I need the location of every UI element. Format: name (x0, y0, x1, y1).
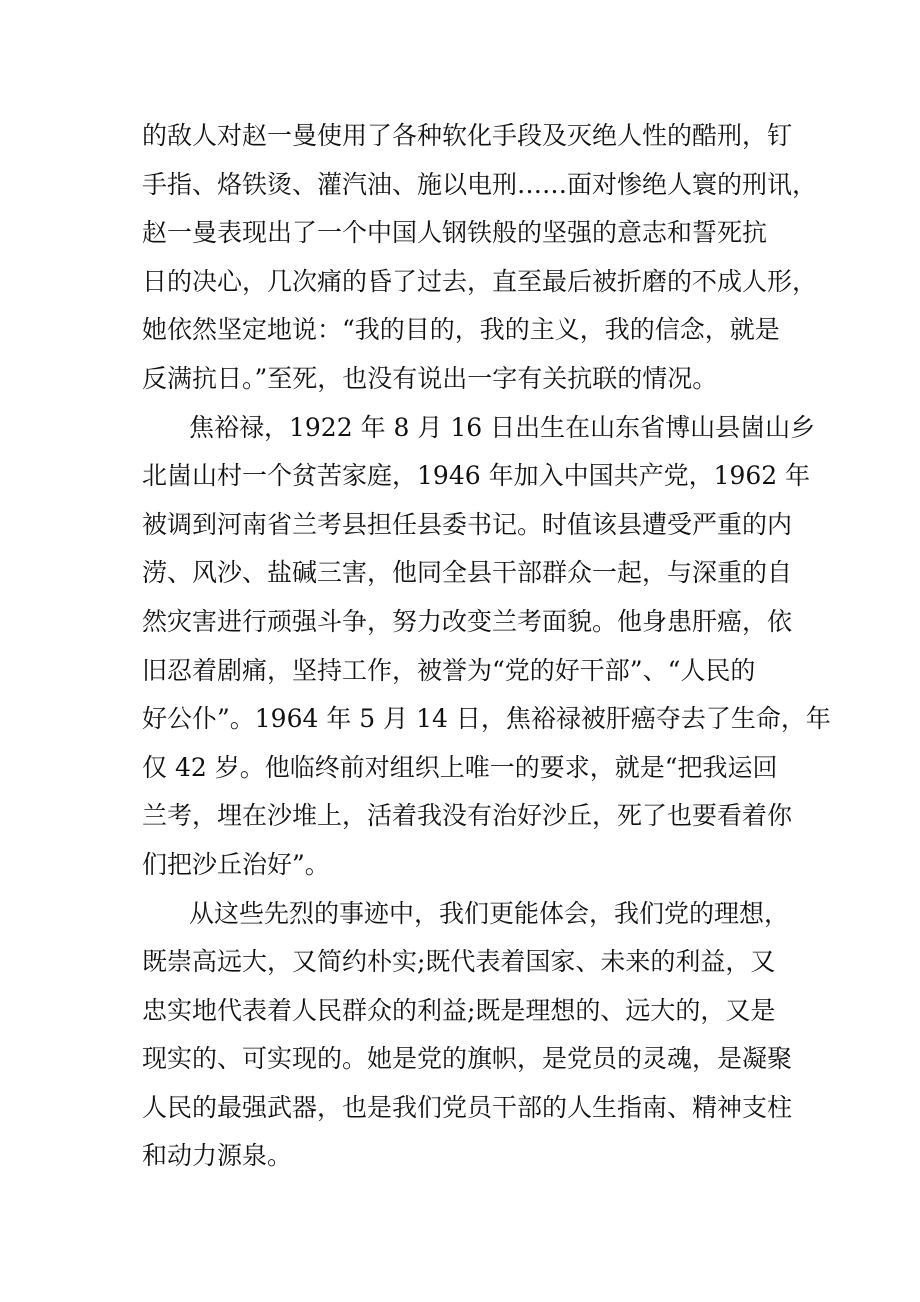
text-line: 北崮山村一个贫苦家庭，1946 年加入中国共产党，1962 年 (142, 461, 811, 491)
text-line: 既崇高远大，又简约朴实;既代表着国家、未来的利益，又 (142, 947, 776, 977)
text-line: 现实的、可实现的。她是党的旗帜，是党员的灵魂，是凝聚 (142, 1044, 793, 1074)
text-line: 旧忍着剧痛，坚持工作，被誉为“党的好干部”、“人民的 (142, 655, 756, 685)
paragraph-first-line (142, 890, 790, 939)
text-line: 手指、烙铁烫、灌汽油、施以电刑……面对惨绝人寰的刑讯， (142, 169, 818, 199)
text-line: 焦裕禄，1922 年 8 月 16 日出生在山东省博山县崮山乡 (189, 412, 816, 442)
text-line: 然灾害进行顽强斗争，努力改变兰考面貌。他身患肝癌，依 (142, 606, 793, 636)
text-line: 好公仆”。1964 年 5 月 14 日，焦裕禄被肝癌夺去了生命，年 (142, 704, 831, 734)
text-line: 被调到河南省兰考县担任县委书记。时值该县遭受严重的内 (142, 509, 793, 539)
text-line: 人民的最强武器，也是我们党员干部的人生指南、精神支柱 (142, 1092, 793, 1122)
text-line: 从这些先烈的事迹中，我们更能体会，我们党的理想， (189, 898, 790, 928)
paragraph-first-line (142, 404, 816, 453)
text-line: 赵一曼表现出了一个中国人钢铁般的坚强的意志和誓死抗 (142, 218, 768, 248)
text-line: 涝、风沙、盐碱三害，他同全县干部群众一起，与深重的自 (142, 558, 793, 588)
text-line: 反满抗日。”至死，也没有说出一字有关抗联的情况。 (142, 363, 718, 393)
text-line: 和动力源泉。 (142, 1141, 293, 1171)
text-line: 们把沙丘治好”。 (142, 849, 330, 879)
text-line: 她依然坚定地说：“我的目的，我的主义，我的信念，就是 (142, 315, 780, 345)
text-line: 兰考，埋在沙堆上，活着我没有治好沙丘，死了也要看着你 (142, 801, 793, 831)
text-line: 的敌人对赵一曼使用了各种软化手段及灭绝人性的酷刑，钉 (142, 121, 793, 150)
text-line: 日的决心，几次痛的昏了过去，直至最后被折磨的不成人形， (142, 266, 818, 296)
text-line: 忠实地代表着人民群众的利益;既是理想的、远大的，又是 (142, 995, 776, 1025)
text-line: 仅 42 岁。他临终前对组织上唯一的要求，就是“把我运回 (142, 752, 778, 782)
body-text (142, 112, 831, 1181)
